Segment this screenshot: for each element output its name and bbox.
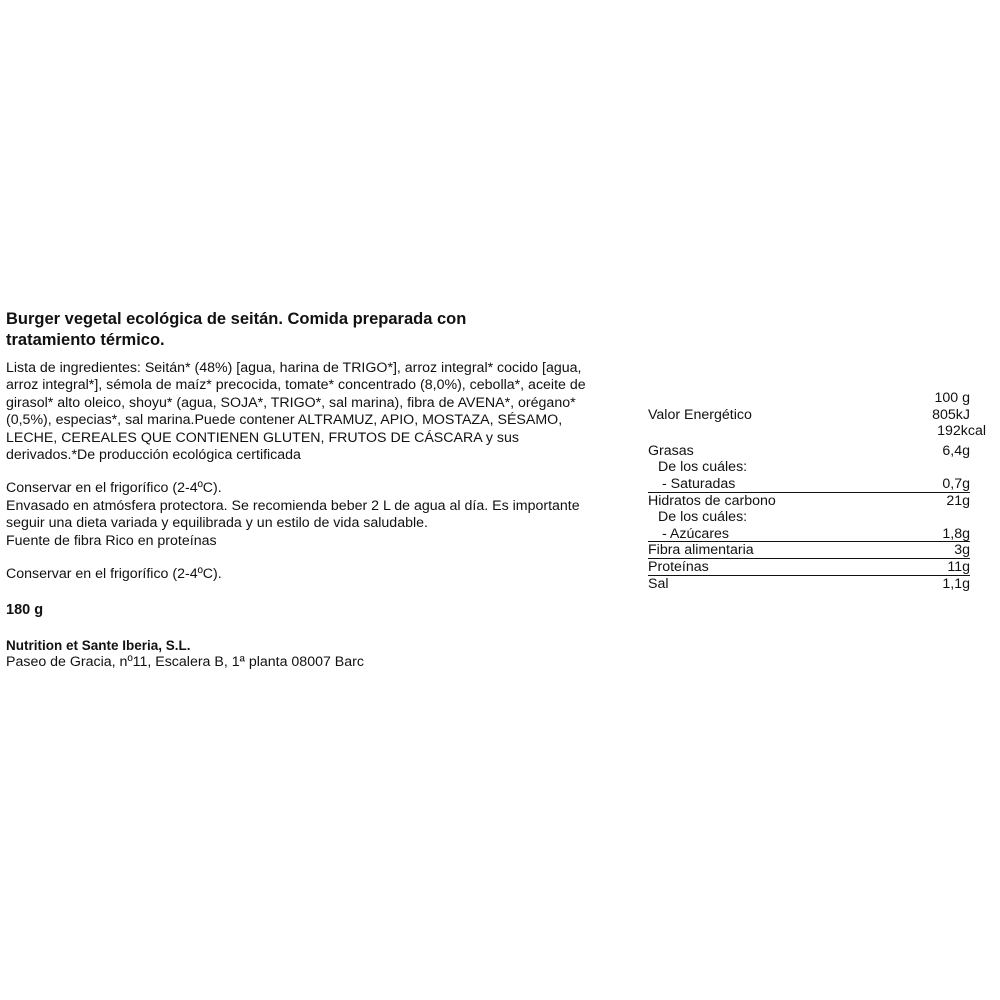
nutrition-header-100g: 100 g xyxy=(934,390,970,406)
nutrition-row-saturated xyxy=(648,476,970,493)
nutrition-label: Fibra alimentaria xyxy=(648,542,754,559)
packaging-line: Envasado en atmósfera protectora. Se recomienda beber 2 L de agua al día. Es importante xyxy=(6,497,580,514)
nutrition-row-carbohydrates xyxy=(648,493,970,510)
nutrition-value: 1,8g xyxy=(942,525,970,542)
nutrition-label: Grasas xyxy=(648,442,694,459)
storage-instructions: Conservar en el frigorífico (2-4ºC). xyxy=(6,480,222,497)
ingredients-line: (0,5%), especias*, sal marina.Puede contener ALTRAMUZ, APIO, MOSTAZA, SÉSAMO, xyxy=(6,412,563,429)
spacer xyxy=(6,464,606,480)
nutrition-row-sugars xyxy=(648,526,970,543)
ingredients-line: LECHE, CEREALES QUE CONTIENEN GLUTEN, FRUTOS DE CÁSCARA y sus xyxy=(6,429,519,446)
nutrition-label: Valor Energético xyxy=(648,406,752,423)
storage-instructions-repeat: Conservar en el frigorífico (2-4ºC). xyxy=(6,566,222,583)
spacer xyxy=(6,550,606,566)
net-weight: 180 g xyxy=(6,602,44,619)
nutrition-label: - Azúcares xyxy=(662,525,730,542)
product-title xyxy=(6,309,606,351)
nutrition-header-row xyxy=(648,390,970,407)
nutrition-label: De los cuáles: xyxy=(658,509,748,526)
nutrition-table xyxy=(648,390,986,592)
product-info xyxy=(6,309,606,672)
nutrition-label: Proteínas xyxy=(648,558,709,575)
nutrition-row-energy-kcal xyxy=(648,423,986,440)
nutrition-row-salt xyxy=(648,576,970,593)
nutrition-label: Sal xyxy=(648,575,669,592)
ingredients-line: derivados.*De producción ecológica certificada xyxy=(6,447,301,464)
nutrition-value-kcal: 192kcal xyxy=(937,423,986,440)
product-title-line-1: Burger vegetal ecológica de seitán. Comida preparada con xyxy=(6,310,467,328)
nutrition-value: 0,7g xyxy=(942,475,970,492)
nutrition-value: 6,4g xyxy=(942,442,970,459)
nutrition-value-kj: 805kJ xyxy=(932,406,970,423)
nutrition-label: - Saturadas xyxy=(662,475,736,492)
ingredients-list xyxy=(6,360,606,464)
product-title-line-2: tratamiento térmico. xyxy=(6,331,165,349)
nutrition-row-of-which xyxy=(648,459,970,476)
nutrition-value: 3g xyxy=(954,542,970,559)
ingredients-line: Lista de ingredientes: Seitán* (48%) [agua, harina de TRIGO*], arroz integral* cocido [agua, xyxy=(6,360,582,376)
nutrition-label: Hidratos de carbono xyxy=(648,492,776,509)
packaging-line: seguir una dieta variada y equilibrada y un estilo de vida saludable. xyxy=(6,515,428,532)
nutrition-claims: Fuente de fibra Rico en proteínas xyxy=(6,532,217,549)
nutrition-row-energy xyxy=(648,407,970,424)
packaging-info xyxy=(6,498,606,533)
nutrition-row-of-which xyxy=(648,509,970,526)
ingredients-line: girasol* alto oleico, shoyu* (agua, SOJA*, TRIGO*, sal marina), fibra de AVENA*, orégano* xyxy=(6,394,576,411)
nutrition-value: 1,1g xyxy=(942,575,970,592)
nutrition-row-fat xyxy=(648,443,970,460)
nutrition-value: 11g xyxy=(947,558,970,575)
nutrition-row-protein xyxy=(648,559,970,576)
company-name: Nutrition et Sante Iberia, S.L. xyxy=(6,638,191,654)
nutrition-value: 21g xyxy=(946,492,970,509)
nutrition-label: De los cuáles: xyxy=(658,459,748,476)
nutrition-row-fibre xyxy=(648,542,970,559)
company-address: Paseo de Gracia, nº11, Escalera B, 1ª planta 08007 Barc xyxy=(6,654,364,671)
ingredients-line: arroz integral*], sémola de maíz* precocida, tomate* concentrado (8,0%), cebolla*, aceite de xyxy=(6,377,586,394)
